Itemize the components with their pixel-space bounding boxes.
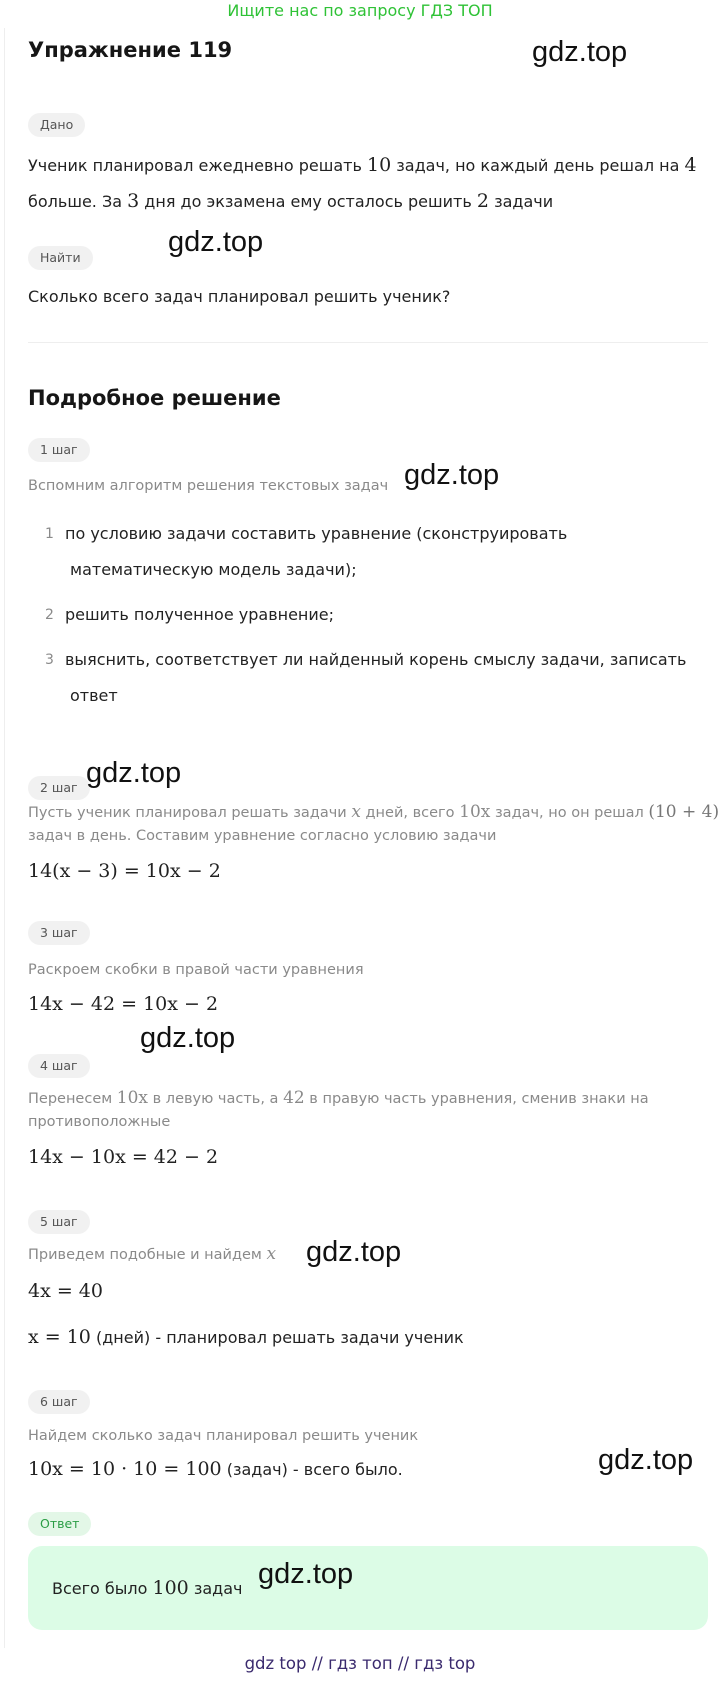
list-item: математическую модель задачи); <box>70 560 357 579</box>
find-label: Найти <box>28 246 93 270</box>
step-2-text-line2: задач в день. Составим уравнение согласно условию задачи <box>28 828 497 844</box>
step-label: 3 шаг <box>28 921 90 945</box>
step-label: 5 шаг <box>28 1210 90 1234</box>
list-number: 1 <box>45 526 54 542</box>
step-5-equation: 4x = 40 <box>28 1280 103 1302</box>
page-title: Упражнение 119 <box>28 38 233 62</box>
step-label: 4 шаг <box>28 1054 90 1078</box>
search-banner[interactable]: Ищите нас по запросу ГДЗ ТОП <box>227 1 493 20</box>
step-2-text-line1: Пусть ученик планировал решать задачи x дней, всего 10x задач, но он решал (10 + 4) <box>28 802 720 822</box>
step-label: 2 шаг <box>28 776 90 800</box>
step-4-text-line2: противоположные <box>28 1114 171 1130</box>
step-5-chip <box>28 1210 90 1234</box>
step-label: 6 шаг <box>28 1390 90 1414</box>
step-6-text: Найдем сколько задач планировал решить ученик <box>28 1428 419 1444</box>
list-number: 3 <box>45 652 54 668</box>
list-item: решить полученное уравнение; <box>65 605 335 624</box>
watermark: gdz.top <box>140 1022 236 1054</box>
list-item: ответ <box>70 686 118 705</box>
watermark: gdz.top <box>258 1558 354 1590</box>
find-text: Сколько всего задач планировал решить ученик? <box>28 287 451 306</box>
step-6-result: 10x = 10 · 10 = 100 (задач) - всего было. <box>28 1458 403 1480</box>
step-1-text: Вспомним алгоритм решения текстовых задач <box>28 478 389 494</box>
given-chip <box>28 113 85 137</box>
answer-label: Ответ <box>28 1512 91 1536</box>
list-item: по условию задачи составить уравнение (сконструировать <box>65 524 568 543</box>
step-5-result: x = 10 (дней) - планировал решать задачи ученик <box>28 1326 464 1348</box>
watermark: gdz.top <box>404 459 500 491</box>
footer-links[interactable]: gdz top // гдз топ // гдз top <box>244 1654 476 1673</box>
divider <box>28 342 708 343</box>
step-2-chip <box>28 776 90 800</box>
step-1-chip <box>28 438 90 462</box>
step-4-chip <box>28 1054 90 1078</box>
given-label: Дано <box>28 113 85 137</box>
list-number: 2 <box>45 607 54 623</box>
given-text-line2: больше. За 3 дня до экзамена ему осталось решить 2 задачи <box>28 190 554 212</box>
step-4-equation: 14x − 10x = 42 − 2 <box>28 1146 219 1168</box>
step-6-chip <box>28 1390 90 1414</box>
step-3-chip <box>28 921 90 945</box>
answer-chip <box>28 1512 91 1536</box>
given-text-line1: Ученик планировал ежедневно решать 10 задач, но каждый день решал на 4 <box>28 154 697 176</box>
watermark: gdz.top <box>168 226 264 258</box>
step-label: 1 шаг <box>28 438 90 462</box>
step-4-text-line1: Перенесем 10x в левую часть, а 42 в правую часть уравнения, сменив знаки на <box>28 1088 649 1108</box>
watermark: gdz.top <box>86 757 182 789</box>
step-2-equation: 14(x − 3) = 10x − 2 <box>28 860 221 882</box>
watermark: gdz.top <box>306 1236 402 1268</box>
step-3-text: Раскроем скобки в правой части уравнения <box>28 962 364 978</box>
answer-text: Всего было 100 задач <box>52 1577 243 1599</box>
step-3-equation: 14x − 42 = 10x − 2 <box>28 993 219 1015</box>
watermark: gdz.top <box>532 36 628 68</box>
step-5-text: Приведем подобные и найдем x <box>28 1244 277 1264</box>
watermark: gdz.top <box>598 1444 694 1476</box>
find-chip <box>28 246 93 270</box>
solution-title: Подробное решение <box>28 386 281 410</box>
list-item: выяснить, соответствует ли найденный корень смыслу задачи, записать <box>65 650 687 669</box>
